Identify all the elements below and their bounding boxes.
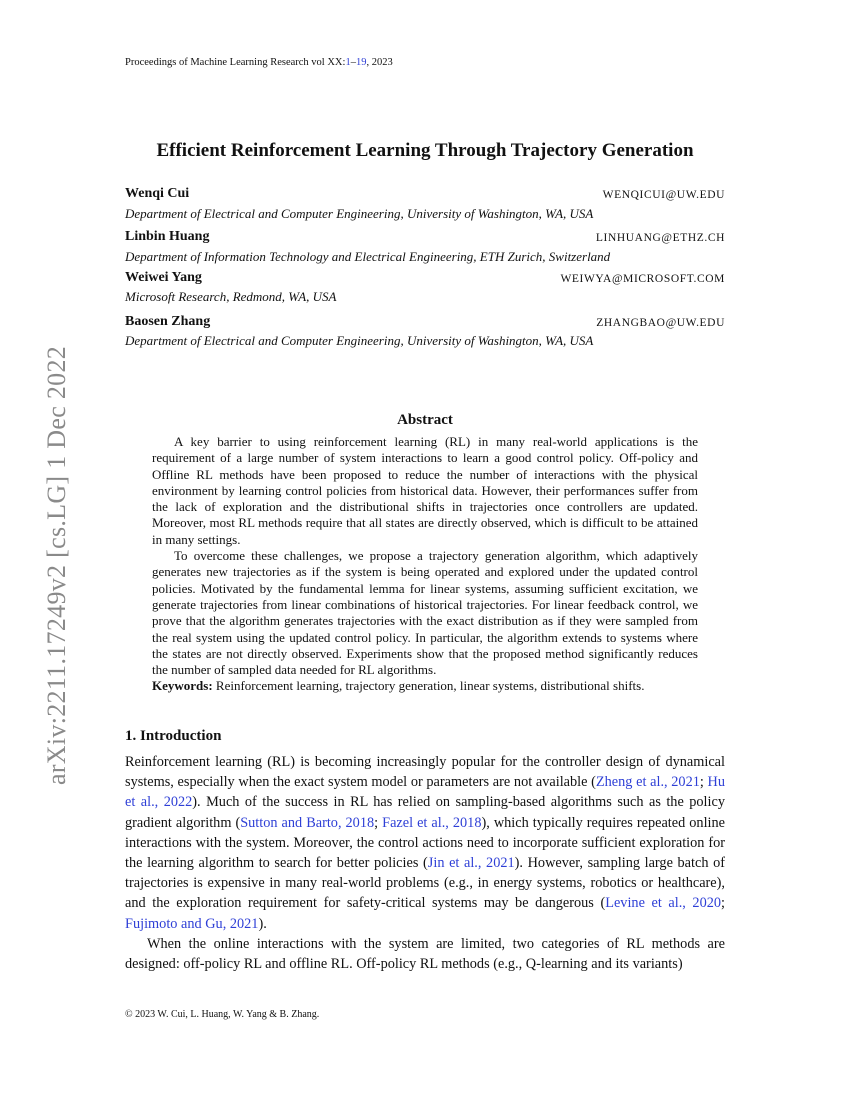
year-text: , 2023 — [366, 57, 393, 68]
author-email: ZHANGBAO@UW.EDU — [596, 317, 725, 329]
keywords-text: Reinforcement learning, trajectory generation, linear systems, distributional shifts. — [212, 678, 645, 694]
body-text: ; — [721, 895, 726, 912]
citation-link[interactable]: Jin et al., 2021 — [427, 855, 515, 872]
author-affiliation: Department of Electrical and Computer Engineering, University of Washington, WA, USA — [125, 333, 594, 348]
abstract-paragraph: A key barrier to using reinforcement learning (RL) in many real-world applications is the requirement of a large number of system interactions to learn a good control policy. Off-policy and Offline RL methods have been proposed to reduce the number of interactions with the physical environment by learning control policies from historical data. However, their performances suffer from the lack of exploration and the distributional shifts in trajectories once controllers are updated. Moreover, most RL methods require that all states are directly observed, which is difficult to be attained in many settings. — [152, 434, 698, 547]
author-affiliation: Department of Information Technology and Electrical Engineering, ETH Zurich, Switzerland — [125, 249, 611, 264]
citation-link[interactable]: Zheng et al., 2021 — [595, 774, 700, 791]
venue-text: Proceedings of Machine Learning Research vol XX: — [125, 57, 346, 68]
author-name: Wenqi Cui — [125, 186, 190, 201]
author-email: LINHUANG@ETHZ.CH — [595, 232, 725, 244]
first-page-link[interactable]: 1 — [345, 57, 351, 68]
body-text: ). However, sampling large batch of trajectories is expensive in many real-world problems (e.g., in energy systems, robotics or healthcare), and the exploration requirement for safety-critical systems may be dangerous ( — [125, 855, 725, 912]
intro-paragraph — [125, 752, 725, 934]
author-name: Linbin Huang — [125, 229, 210, 244]
keywords — [152, 678, 698, 694]
page-range-dash: – — [350, 57, 356, 68]
running-header — [125, 57, 393, 68]
paper-title: Efficient Reinforcement Learning Through Trajectory Generation — [156, 140, 694, 161]
citation-link[interactable]: Hu et al., 2022 — [125, 774, 726, 811]
citation-link[interactable]: Sutton and Barto, 2018 — [240, 814, 375, 831]
author-affiliation: Department of Electrical and Computer Engineering, University of Washington, WA, USA — [125, 206, 594, 221]
abstract-paragraph: To overcome these challenges, we propose a trajectory generation algorithm, which adaptively generates new trajectories as if the system is being operated and explored under the updated control policies. Motivated by the fundamental lemma for linear systems, assuming sufficient excitation, we generate trajectories from linear combinations of historical trajectories. For linear feedback control, we prove that the algorithm generates trajectories with the exact distribution as if they were sampled from the real system using the updated control policy. In particular, the algorithm extends to systems where the states are not directly observed. Experiments show that the proposed method significantly reduces the number of sampled data needed for RL algorithms. — [152, 548, 698, 678]
intro-paragraph: When the online interactions with the system are limited, two categories of RL methods are designed: off-policy RL and offline RL. Off-policy RL methods (e.g., Q-learning and its variants) — [125, 935, 725, 973]
body-text: ; — [374, 814, 383, 831]
body-text: ). Much of the success in RL has relied on sampling-based algorithms such as the policy gradient algorithm ( — [125, 794, 725, 831]
author-name: Baosen Zhang — [125, 314, 211, 329]
author-name: Weiwei Yang — [125, 270, 202, 285]
citation-link[interactable]: Levine et al., 2020 — [605, 895, 722, 912]
author-affiliation: Microsoft Research, Redmond, WA, USA — [125, 289, 337, 304]
section-heading-introduction: 1. Introduction — [125, 728, 222, 744]
author-email: WENQICUI@UW.EDU — [602, 189, 725, 201]
keywords-label: Keywords: — [152, 678, 213, 694]
abstract-body — [152, 434, 698, 695]
body-text: ). — [258, 915, 267, 932]
body-text: Reinforcement learning (RL) is becoming increasingly popular for the controller design of dynamical systems, especially when the exact system model or parameters are not available ( — [125, 754, 725, 791]
last-page-link[interactable]: 19 — [355, 57, 367, 68]
copyright-footer: © 2023 W. Cui, L. Huang, W. Yang & B. Zhang. — [125, 1009, 320, 1020]
citation-link[interactable]: Fazel et al., 2018 — [382, 814, 482, 831]
introduction-body — [125, 752, 725, 974]
body-text: ; — [699, 774, 708, 791]
author-email: WEIWYA@MICROSOFT.COM — [560, 273, 725, 285]
citation-link[interactable]: Fujimoto and Gu, 2021 — [125, 915, 259, 932]
body-text: ), which typically requires repeated online interactions with the system. Moreover, the control actions need to incorporate sufficient exploration for the learning algorithm to search for better policies ( — [125, 814, 726, 872]
arxiv-identifier: arXiv:2211.17249v2 [cs.LG] 1 Dec 2022 — [42, 345, 71, 785]
abstract-heading: Abstract — [397, 412, 453, 428]
